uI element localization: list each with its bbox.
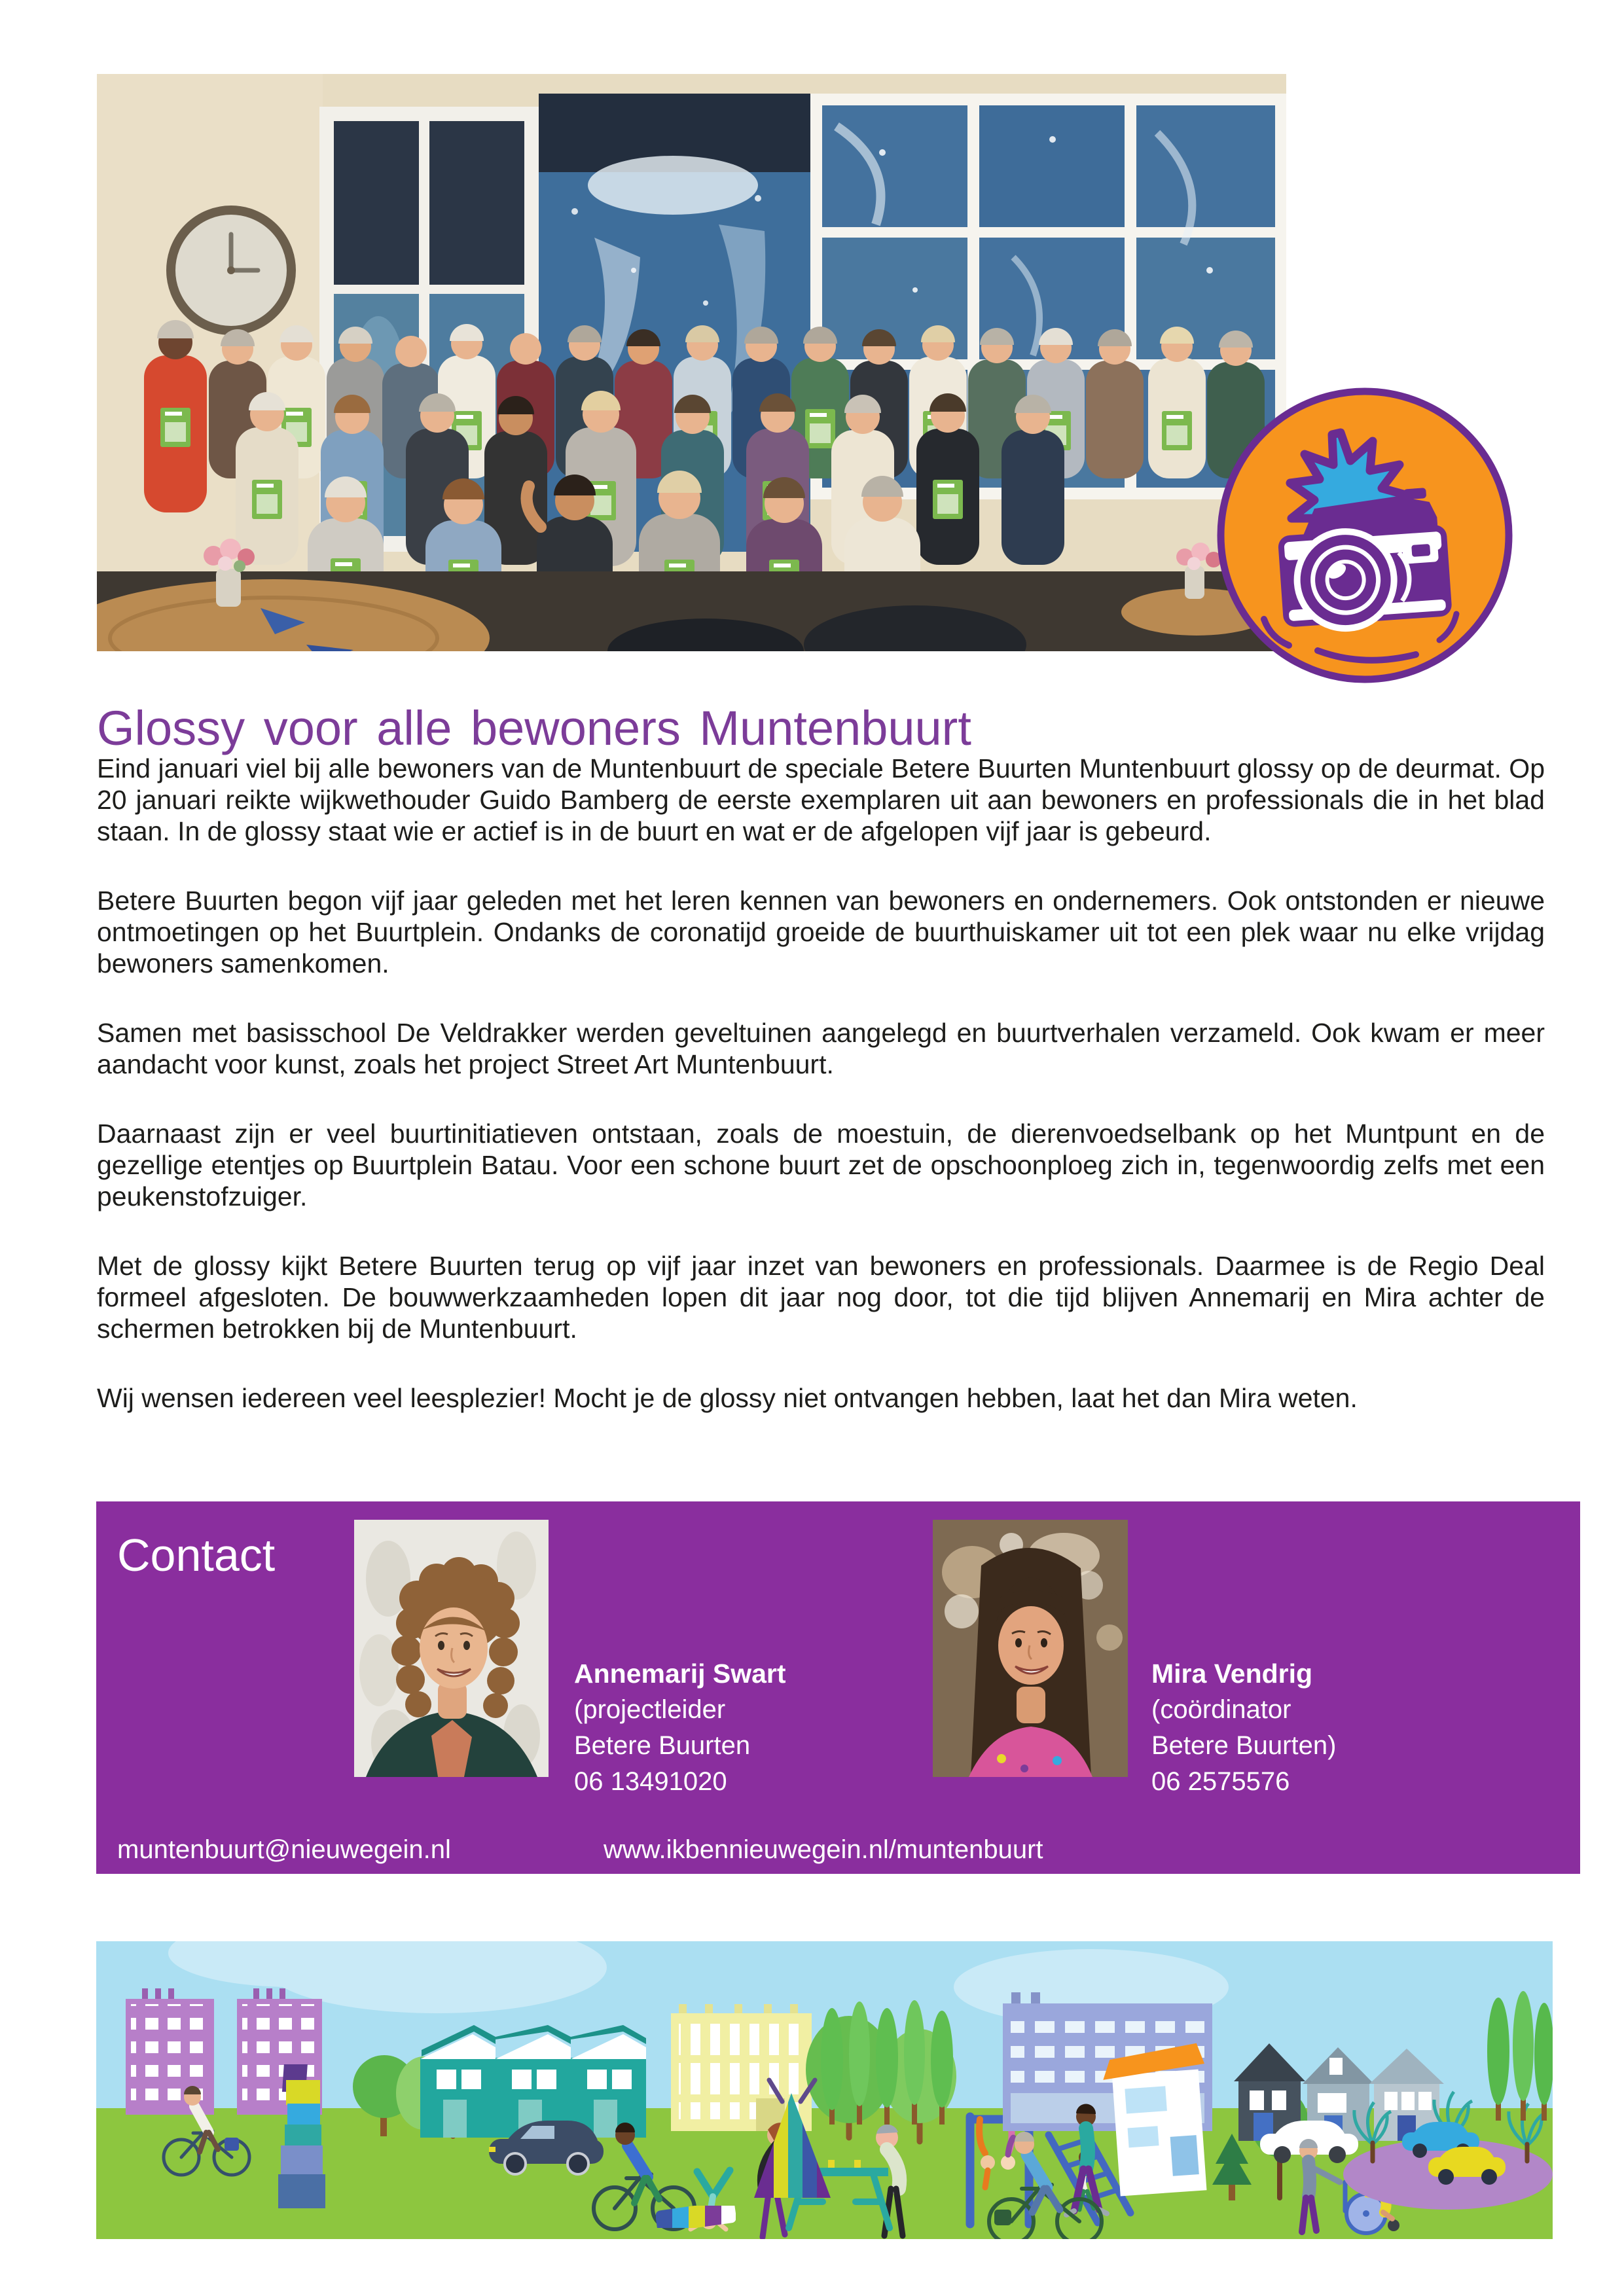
page-title: Glossy voor alle bewoners Muntenbuurt: [97, 700, 971, 755]
contact-section: [96, 1501, 1580, 1874]
contact-card-annemarij: [574, 1656, 786, 1800]
neighbourhood-illustration: [96, 1941, 1553, 2239]
group-photo-illustration: [97, 74, 1286, 651]
blocks-sculpture: [278, 2064, 325, 2208]
portrait-mira-vendrig: [933, 1520, 1128, 1777]
article-paragraph: Eind januari viel bij alle bewoners van de Muntenbuurt de speciale Betere Buurten Muntenbuurt glossy op de deurmat. Op 20 januari reikte wijkwethouder Guido Bamberg de eerste exemplaren uit aan bewoners en professionals die in het blad staan. In de glossy staat wie er actief is in de buurt en wat er de afgelopen vijf jaar is gebeurd.: [97, 753, 1545, 846]
contact-role-line: (projectleider: [574, 1695, 726, 1724]
gable-houses: [1234, 2043, 1444, 2141]
portrait-mira-illustration: [933, 1520, 1128, 1777]
email-link[interactable]: muntenbuurt@nieuwegein.nl: [117, 1835, 451, 1864]
article-paragraph: Met de glossy kijkt Betere Buurten terug op vijf jaar inzet van bewoners en professionals. Daarmee is de Regio Deal formeel afgesloten. De bouwwerkzaamheden lopen dit jaar nog door, tot die tijd blijven Annemarij en Mira achter de schermen betrokken bij de Muntenbuurt.: [97, 1251, 1545, 1344]
hero-group-photo: [97, 74, 1286, 651]
contact-card-mira: [1151, 1656, 1336, 1800]
contact-role-line: Betere Buurten): [1151, 1731, 1337, 1760]
contact-role-line: Betere Buurten: [574, 1731, 751, 1760]
article-paragraph: Wij wensen iedereen veel leesplezier! Mocht je de glossy niet ontvangen hebben, laat het dan Mira weten.: [97, 1383, 1358, 1413]
portrait-annemarij-swart: [354, 1520, 549, 1777]
contact-phone: 06 13491020: [574, 1767, 727, 1796]
article-body: [97, 753, 1545, 1452]
contact-links-row: [96, 1835, 1580, 1874]
camera-icon: [1213, 384, 1517, 687]
contact-role-line: (coördinator: [1151, 1695, 1291, 1724]
camera-badge: [1213, 384, 1517, 687]
article-paragraph: Samen met basisschool De Veldrakker werden geveltuinen aangelegd en buurtverhalen verzameld. Ook kwam er meer aandacht voor kunst, zoals het project Street Art Muntenbuurt.: [97, 1018, 1545, 1079]
contact-phone: 06 2575576: [1151, 1767, 1290, 1796]
clock-icon: [171, 210, 291, 331]
contact-name: Mira Vendrig: [1151, 1659, 1313, 1689]
portrait-annemarij-illustration: [354, 1520, 549, 1777]
contact-name: Annemarij Swart: [574, 1659, 786, 1689]
article-paragraph: Betere Buurten begon vijf jaar geleden met het leren kennen van bewoners en ondernemers. Ook ontstonden er nieuwe ontmoetingen op het Buurtplein. Ondanks de coronatijd groeide de buurthuiskamer uit tot een plek waar nu elke vrijdag bewoners samenkomen.: [97, 886, 1545, 978]
article-paragraph: Daarnaast zijn er veel buurtinitiatieven ontstaan, zoals de moestuin, de dierenvoedselbank op het Muntpunt en de gezellige etentjes op Buurtplein Batau. Voor een schone buurt zet de opschoonploeg zich in, tegenwoordig zelfs met een peukenstofzuiger.: [97, 1119, 1545, 1211]
website-link[interactable]: www.ikbennieuwegein.nl/muntenbuurt: [604, 1835, 1043, 1864]
contact-heading: Contact: [117, 1530, 276, 1581]
neighbourhood-scene: [96, 1941, 1553, 2239]
